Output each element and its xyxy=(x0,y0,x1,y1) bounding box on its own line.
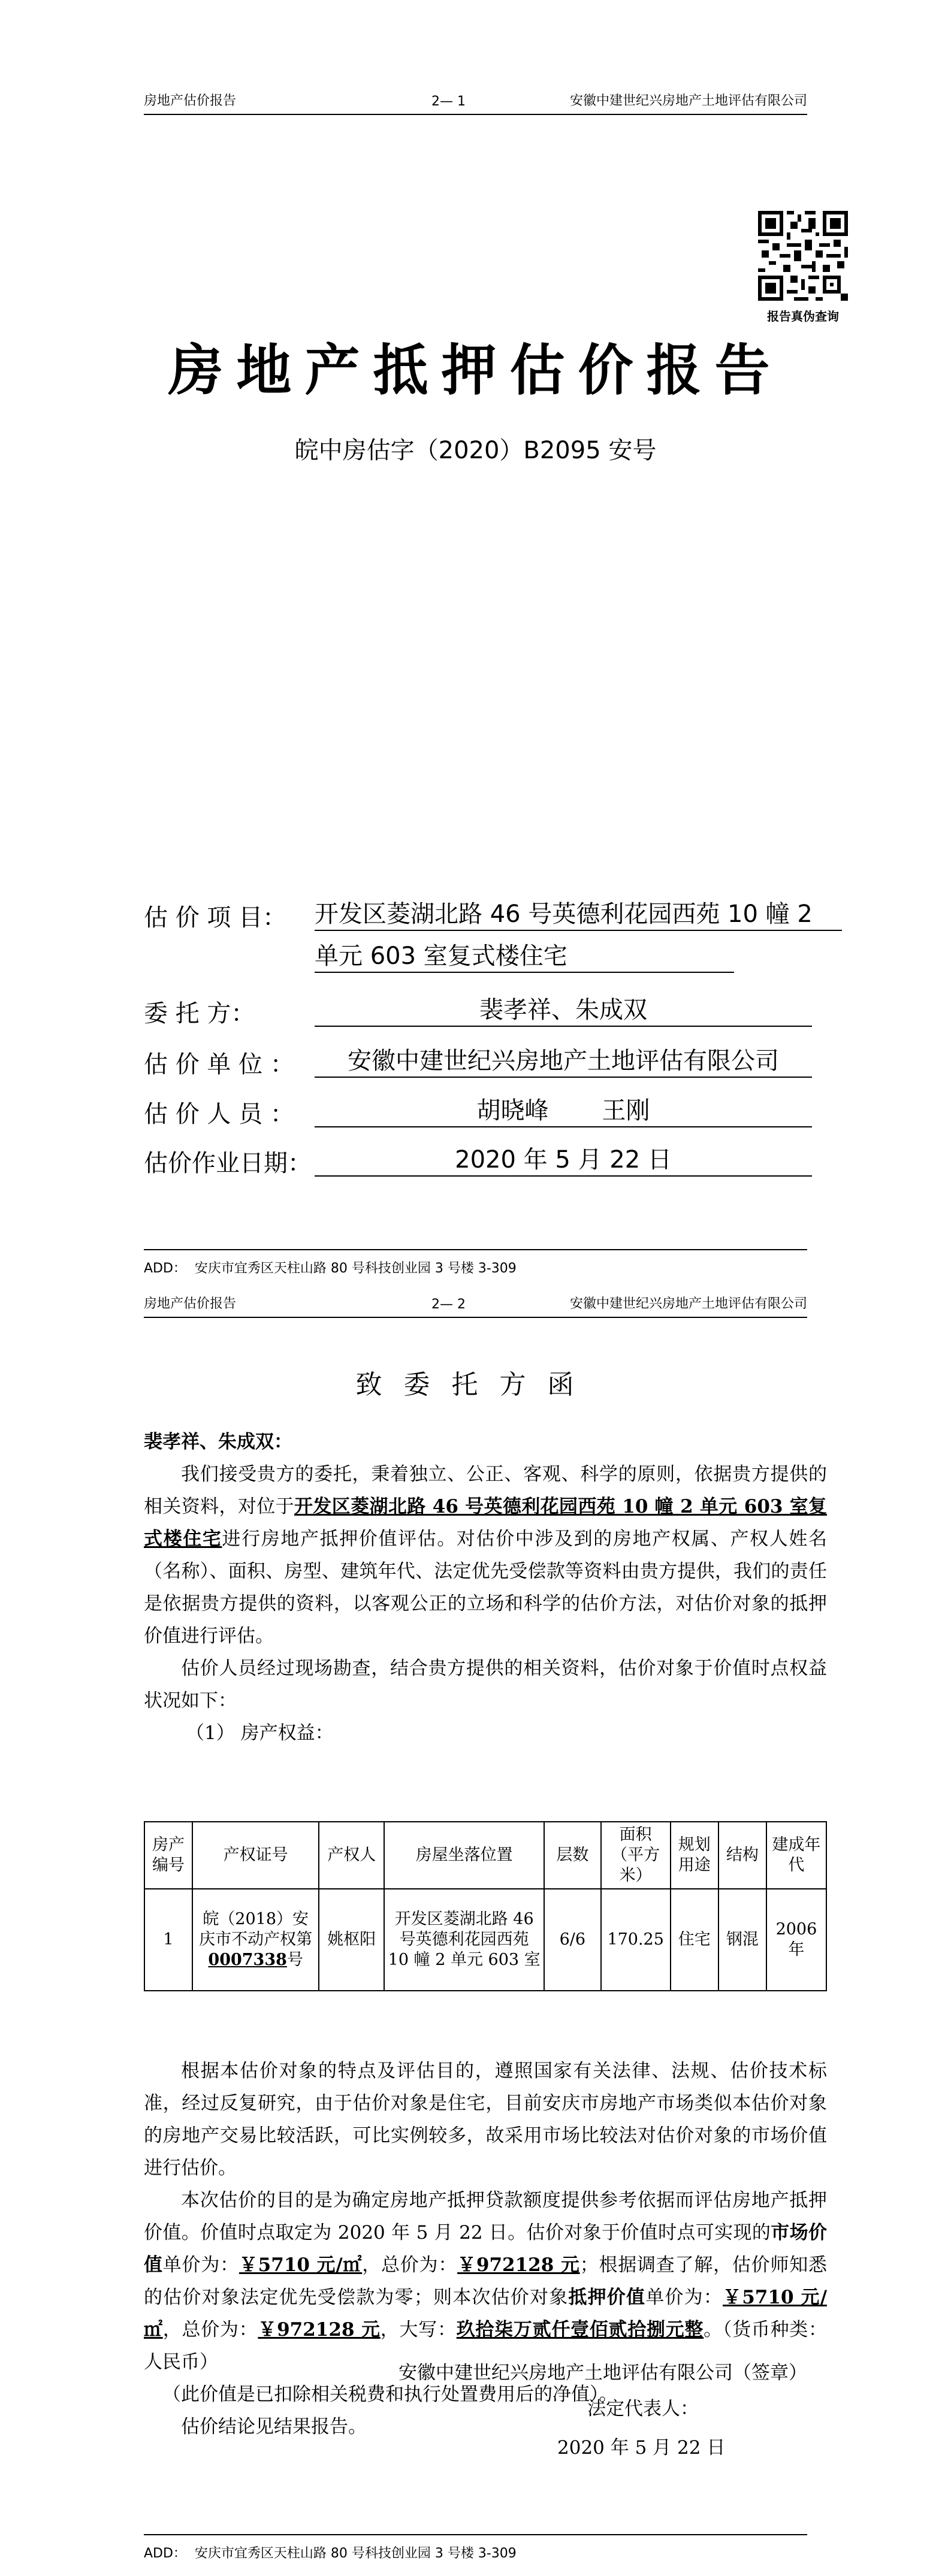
cell-floors: 6/6 xyxy=(544,1889,601,1991)
header-company-2: 安徽中建世纪兴房地产土地评估有限公司 xyxy=(569,1296,807,1311)
col-header-floors: 层数 xyxy=(544,1822,601,1889)
col-header-owner: 产权人 xyxy=(319,1822,384,1889)
field-project-value-line1: 开发区菱湖北路 46 号英德利花园西苑 10 幢 2 xyxy=(315,899,842,931)
header-company: 安徽中建世纪兴房地产土地评估有限公司 xyxy=(569,93,807,108)
document-number: 皖中房估字（2020）B2095 安号 xyxy=(294,437,657,464)
field-project-label: 估 价 项 目： xyxy=(144,904,287,932)
paragraph-6: 估价结论见结果报告。 xyxy=(181,2416,367,2438)
field-work-date-label: 估价作业日期： xyxy=(144,1150,312,1177)
table-header-row xyxy=(144,1822,826,1889)
cell-year: 2006 年 xyxy=(766,1889,826,1991)
field-appraiser-unit-label: 估 价 单 位 ： xyxy=(144,1051,294,1078)
cell-no: 1 xyxy=(144,1889,192,1991)
signature-date: 2020 年 5 月 22 日 xyxy=(557,2437,726,2459)
paragraph-3: 根据本估价对象的特点及评估目的，遵照国家有关法律、法规、估价技术标准，经过反复研究，由于估价对象是住宅，目前安庆市房地产市场类似本估价对象的房地产交易比较活跃，可比实例较多，故采用市场比较法对估价对象的市场价值进行估价。 xyxy=(144,2060,827,2179)
location-underlined: 开发区菱湖北路 46 号英德利花园西苑 10 幢 2 单元 603 室复式楼住宅 xyxy=(144,1496,827,1550)
mortgage-total-price: ￥972128 元 xyxy=(258,2319,381,2341)
page-header-2 xyxy=(144,1293,807,1318)
cell-owner: 姚枢阳 xyxy=(319,1889,384,1991)
col-header-cert: 产权证号 xyxy=(192,1822,319,1889)
field-appraisers-value: 胡晓峰 王刚 xyxy=(315,1095,812,1127)
letter-title: 致委托方函 xyxy=(355,1369,596,1400)
cell-use: 住宅 xyxy=(671,1889,718,1991)
amount-in-words: 玖拾柒万贰仟壹佰贰拾捌元整 xyxy=(456,2319,704,2341)
field-client-value: 裴孝祥、朱成双 xyxy=(315,994,812,1027)
paragraph-4: 本次估价的目的是为确定房地产抵押贷款额度提供参考依据而评估房地产抵押价值。价值时点取定为 2020 年 5 月 22 日。估价对象于价值时点可实现的市场价值单价为：￥5710 元/㎡，总价为：￥972128 元；根据调查了解，估价师知悉的估价对象法定优先受偿款为零；则本次估价对象抵押价值单价为：￥5710 元/㎡，总价为：￥972128 元，大写：玖拾柒万贰仟壹佰贰拾捌元整。（货币种类：人民币） xyxy=(144,2190,828,2373)
table-row xyxy=(144,1889,826,1991)
col-header-no: 房产编号 xyxy=(144,1822,192,1889)
qr-code-icon[interactable] xyxy=(758,211,848,301)
letter-body-top xyxy=(144,1426,827,1749)
footer-address: ADD： 安庆市宜秀区天柱山路 80 号科技创业园 3 号楼 3-309 xyxy=(144,1261,517,1276)
field-client-label: 委 托 方： xyxy=(144,1000,255,1027)
page-header xyxy=(144,90,807,115)
field-work-date-value: 2020 年 5 月 22 日 xyxy=(315,1144,812,1177)
market-value-label: 市场价值 xyxy=(144,2222,827,2276)
property-rights-table xyxy=(144,1821,827,1991)
rights-heading: （1） 房产权益： xyxy=(186,1722,334,1744)
col-header-use: 规划用途 xyxy=(671,1822,718,1889)
signature-representative: 法定代表人： xyxy=(587,2398,699,2420)
cell-cert: 皖（2018）安庆市不动产权第0007338号 xyxy=(192,1889,319,1991)
market-unit-price: ￥5710 元/㎡ xyxy=(238,2254,363,2276)
cell-location: 开发区菱湖北路 46 号英德利花园西苑 10 幢 2 单元 603 室 xyxy=(384,1889,544,1991)
header-page-number-2: 2— 2 xyxy=(431,1297,466,1312)
field-appraiser-unit-value: 安徽中建世纪兴房地产土地评估有限公司 xyxy=(315,1045,812,1078)
market-total-price: ￥972128 元 xyxy=(457,2254,580,2276)
mortgage-value-label: 抵押价值 xyxy=(568,2287,646,2308)
col-header-location: 房屋坐落位置 xyxy=(384,1822,544,1889)
cell-area: 170.25 xyxy=(601,1889,671,1991)
header-left: 房地产估价报告 xyxy=(144,93,237,108)
report-title: 房地产抵押估价报告 xyxy=(168,338,783,403)
col-header-structure: 结构 xyxy=(718,1822,766,1889)
header-left-2: 房地产估价报告 xyxy=(144,1296,237,1311)
salutation: 裴孝祥、朱成双： xyxy=(144,1431,292,1453)
paragraph-5: （此价值是已扣除相关税费和执行处置费用后的净值）。 xyxy=(162,2384,618,2405)
footer-divider xyxy=(144,1249,807,1250)
field-project-value-line2: 单元 603 室复式楼住宅 xyxy=(315,941,734,973)
qr-caption: 报告真伪查询 xyxy=(767,309,839,323)
footer-address-2: ADD： 安庆市宜秀区天柱山路 80 号科技创业园 3 号楼 3-309 xyxy=(144,2546,517,2561)
letter-body-bottom xyxy=(144,2055,827,2443)
col-header-year: 建成年代 xyxy=(766,1822,826,1889)
col-header-area: 面积（平方米） xyxy=(601,1822,671,1889)
cell-structure: 钢混 xyxy=(718,1889,766,1991)
mortgage-unit-price: ￥5710 元/㎡ xyxy=(144,2287,828,2341)
paragraph-2: 估价人员经过现场勘查，结合贵方提供的相关资料，估价对象于价值时点权益状况如下： xyxy=(144,1658,827,1712)
header-page-number: 2— 1 xyxy=(431,94,466,109)
field-appraisers-label: 估 价 人 员 ： xyxy=(144,1100,294,1128)
paragraph-1: 我们接受贵方的委托，秉着独立、公正、客观、科学的原则，依据贵方提供的相关资料，对位于开发区菱湖北路 46 号英德利花园西苑 10 幢 2 单元 603 室复式楼住宅进行房地产抵押价值评估。对估价中涉及到的房地产权属、产权人姓名（名称）、面积、房型、建筑年代、法定优先受偿款等资料由贵方提供，我们的责任是依据贵方提供的资料，以客观公正的立场和科学的估价方法，对估价对象的抵押价值进行评估。 xyxy=(144,1464,828,1647)
footer-divider-2 xyxy=(144,2534,807,2535)
signature-company: 安徽中建世纪兴房地产土地评估有限公司（签章） xyxy=(398,2362,807,2384)
